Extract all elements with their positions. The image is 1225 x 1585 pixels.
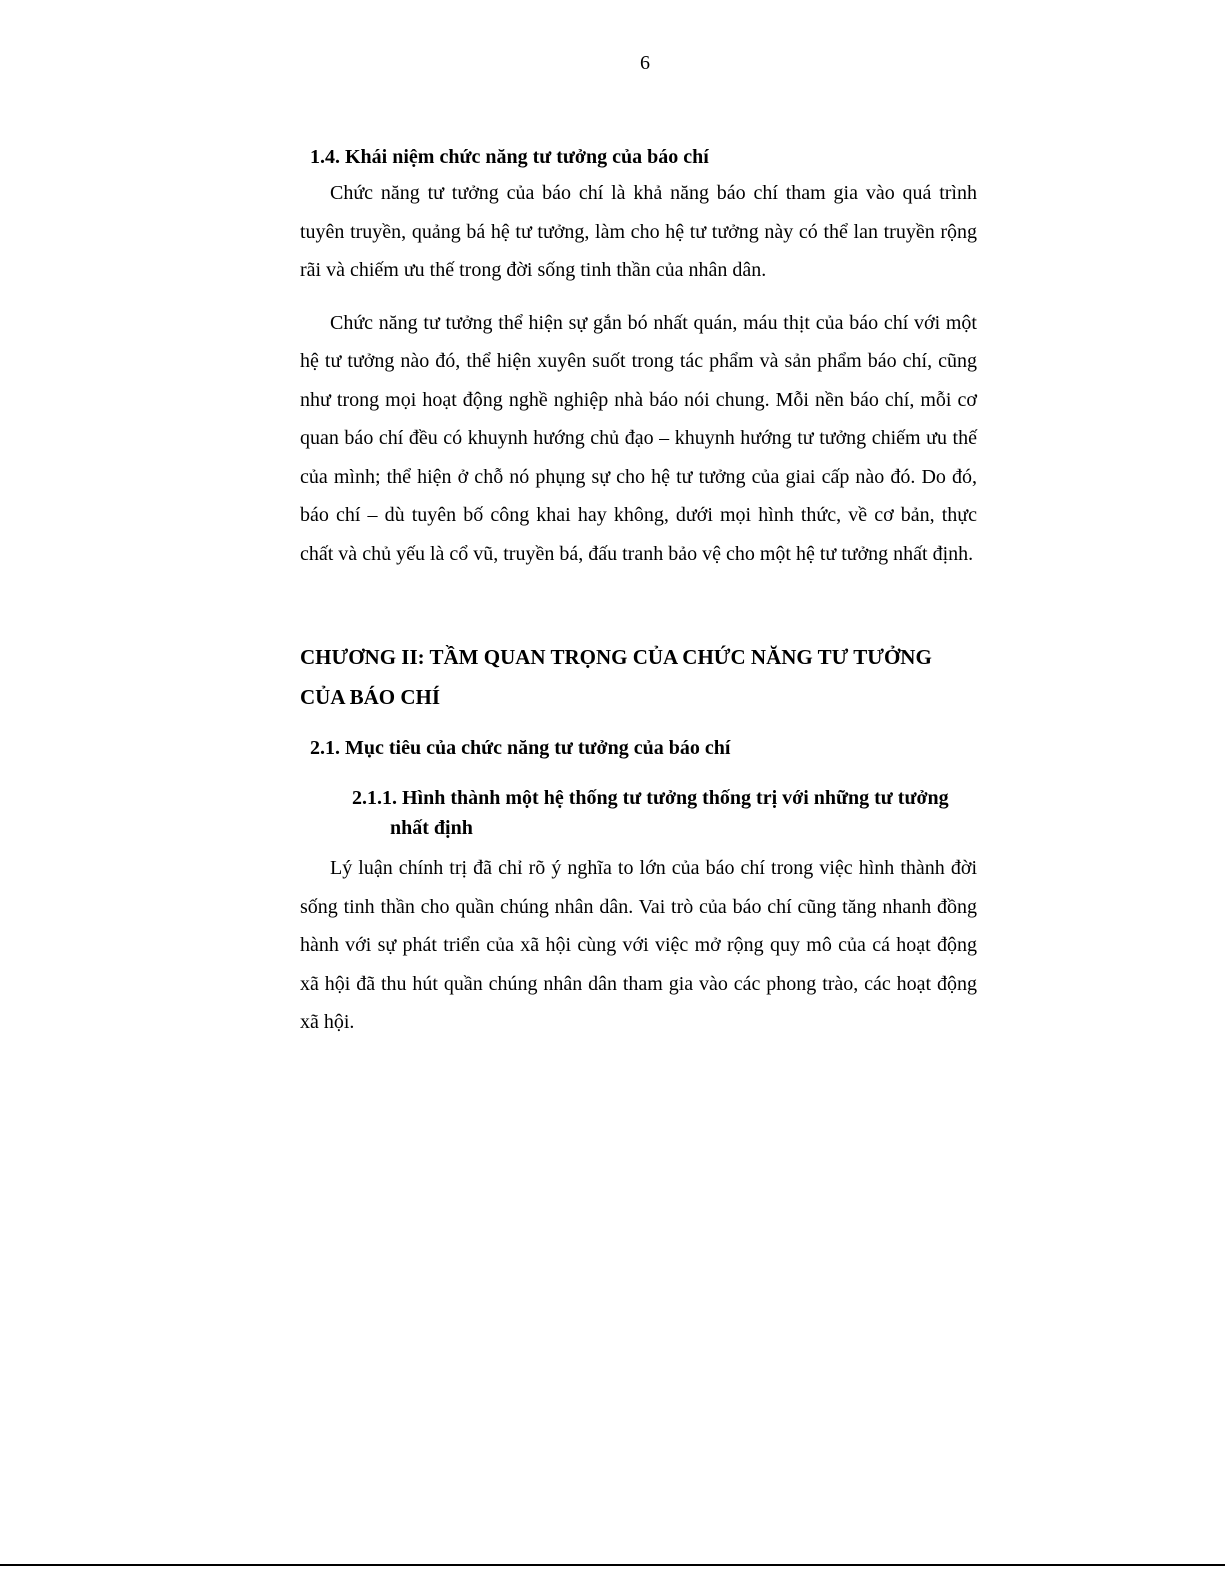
section-2-1-1-paragraph-1: Lý luận chính trị đã chỉ rõ ý nghĩa to lớn của báo chí trong việc hình thành đời sống tinh thần cho quần chúng nhân dân. Vai trò của báo chí cũng tăng nhanh đồng hành với sự phát triển của xã hội cùng với việc mở rộng quy mô của cá hoạt động xã hội đã thu hút quần chúng nhân dân tham gia vào các phong trào, các hoạt động xã hội. [300,857,977,1033]
section-1-4-heading: 1.4. Khái niệm chức năng tư tưởng của báo chí [310,146,709,168]
page-number: 6 [640,52,650,74]
section-2-1-heading: 2.1. Mục tiêu của chức năng tư tưởng của báo chí [310,737,731,759]
section-1-4-paragraph-2: Chức năng tư tưởng thể hiện sự gắn bó nhất quán, máu thịt của báo chí với một hệ tư tưởng nào đó, thể hiện xuyên suốt trong tác phẩm và sản phẩm báo chí, cũng như trong mọi hoạt động nghề nghiệp nhà báo nói chung. Mỗi nền báo chí, mỗi cơ quan báo chí đều có khuynh hướng chủ đạo – khuynh hướng tư tưởng chiếm ưu thế của mình; thể hiện ở chỗ nó phụng sự cho hệ tư tưởng của giai cấp nào đó. Do đó, báo chí – dù tuyên bố công khai hay không, dưới mọi hình thức, về cơ bản, thực chất và chủ yếu là cổ vũ, truyền bá, đấu tranh bảo vệ cho một hệ tư tưởng nhất định. [300,311,977,565]
document-body [300,140,977,1042]
chapter-2-heading: CHƯƠNG II: TẦM QUAN TRỌNG CỦA CHỨC NĂNG TƯ TƯỞNG CỦA BÁO CHÍ [300,645,932,709]
section-1-4-paragraph-1: Chức năng tư tưởng của báo chí là khả năng báo chí tham gia vào quá trình tuyên truyền, quảng bá hệ tư tưởng, làm cho hệ tư tưởng này có thể lan truyền rộng rãi và chiếm ưu thế trong đời sống tinh thần của nhân dân. [300,182,977,281]
section-2-1-1-heading: 2.1.1. Hình thành một hệ thống tư tưởng thống trị với những tư tưởng nhất định [352,787,949,839]
page-bottom-rule [0,1564,1225,1566]
